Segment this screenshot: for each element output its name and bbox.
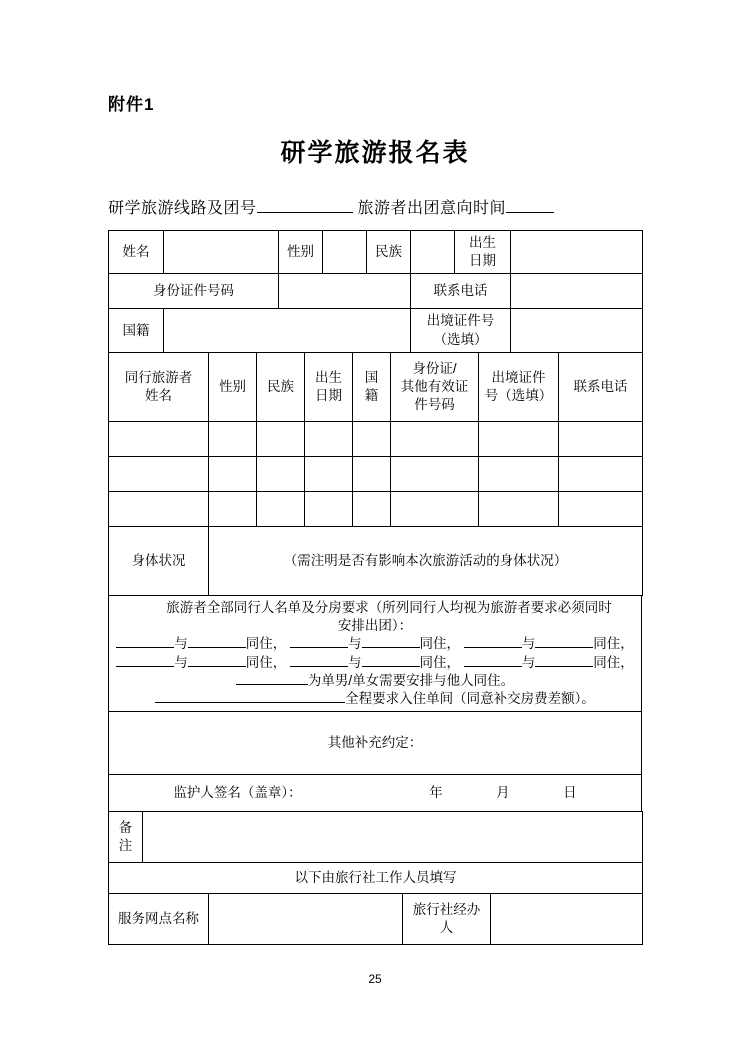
nationality-label: 国籍 xyxy=(109,309,164,352)
companion-id-header-line3: 件号码 xyxy=(414,396,455,412)
other-agreement-row xyxy=(109,712,642,775)
birth-label-line1: 出生 xyxy=(469,235,496,250)
companion-id-header xyxy=(391,352,479,421)
nationality-value[interactable] xyxy=(164,309,411,352)
companion-name-header-line1: 同行旅游者 xyxy=(124,369,193,385)
companion-birth-header xyxy=(305,352,353,421)
companion-birth-header-line1: 出生 xyxy=(315,369,342,385)
rooming-blank[interactable] xyxy=(155,702,345,703)
companion-id-header-line1: 身份证/ xyxy=(412,360,457,376)
health-label: 身体状况 xyxy=(109,526,209,595)
ethnicity-value[interactable] xyxy=(411,231,455,274)
route-blank[interactable] xyxy=(257,212,353,213)
agency-row xyxy=(109,894,643,945)
rooming-line-1[interactable] xyxy=(113,635,637,653)
handler-value[interactable] xyxy=(491,894,643,945)
remarks-label xyxy=(109,812,143,863)
table-header-row xyxy=(109,352,643,421)
health-row xyxy=(109,526,643,595)
other-agreement-cell[interactable] xyxy=(109,712,642,775)
rooming-blank[interactable] xyxy=(464,647,522,648)
companion-nationality-cell[interactable] xyxy=(353,421,391,456)
table-row xyxy=(109,421,643,456)
rooming-intro-line1: 旅游者全部同行人名单及分房要求（所列同行人均视为旅游者要求必须同时 xyxy=(166,599,612,615)
companion-gender-cell[interactable] xyxy=(209,421,257,456)
phone-label: 联系电话 xyxy=(411,274,511,309)
handler-label-line1: 旅行社经办 xyxy=(412,901,481,917)
remarks-value[interactable] xyxy=(143,812,643,863)
companion-nationality-header-line1: 国 xyxy=(364,369,379,385)
id-label: 身份证件号码 xyxy=(109,274,279,309)
agency-table xyxy=(108,862,643,945)
companion-id-header-line2: 其他有效证 xyxy=(400,378,469,394)
attachment-label: 附件1 xyxy=(108,95,155,114)
phone-value[interactable] xyxy=(511,274,643,309)
companion-id-cell[interactable] xyxy=(391,491,479,526)
page-number: 25 xyxy=(368,972,382,986)
rooming-blank[interactable] xyxy=(464,666,522,667)
rooming-blank[interactable] xyxy=(116,666,174,667)
companion-exit-cell[interactable] xyxy=(479,421,559,456)
guardian-day: 日 xyxy=(563,785,577,801)
rooming-with-3: 与 xyxy=(521,636,536,652)
companion-birth-cell[interactable] xyxy=(305,491,353,526)
id-value[interactable] xyxy=(279,274,411,309)
rooming-with-6: 与 xyxy=(521,654,536,670)
rooming-blank[interactable] xyxy=(290,666,348,667)
rooming-row xyxy=(109,595,642,711)
companion-gender-header: 性别 xyxy=(209,352,257,421)
companion-exit-header-line1: 出境证件 xyxy=(491,369,546,385)
gender-label: 性别 xyxy=(279,231,323,274)
rooming-same-room-4: 同住， xyxy=(245,654,287,670)
handler-label xyxy=(403,894,491,945)
rooming-line-2[interactable] xyxy=(113,654,637,672)
companion-exit-cell[interactable] xyxy=(479,491,559,526)
guardian-year: 年 xyxy=(429,785,443,801)
name-value[interactable] xyxy=(164,231,279,274)
companion-phone-cell[interactable] xyxy=(559,456,643,491)
rooming-table xyxy=(108,595,642,812)
companion-name-cell[interactable] xyxy=(109,456,209,491)
companions-table xyxy=(108,352,643,596)
companion-nationality-cell[interactable] xyxy=(353,491,391,526)
rooming-blank[interactable] xyxy=(116,647,174,648)
companion-name-cell[interactable] xyxy=(109,491,209,526)
rooming-blank[interactable] xyxy=(188,666,246,667)
birth-value[interactable] xyxy=(511,231,643,274)
companion-exit-header-line2: 号（选填） xyxy=(484,387,553,403)
companion-nationality-cell[interactable] xyxy=(353,456,391,491)
exit-doc-value[interactable] xyxy=(511,309,643,352)
companion-gender-cell[interactable] xyxy=(209,491,257,526)
companion-phone-cell[interactable] xyxy=(559,421,643,456)
applicant-table xyxy=(108,230,643,353)
table-row xyxy=(109,274,643,309)
handler-label-line2: 人 xyxy=(439,920,454,936)
route-line xyxy=(108,195,642,218)
companion-exit-cell[interactable] xyxy=(479,456,559,491)
route-label: 研学旅游线路及团号 xyxy=(108,200,257,217)
rooming-blank[interactable] xyxy=(535,647,593,648)
birth-label-line2: 日期 xyxy=(469,253,496,269)
rooming-single-room-note: 全程要求入住单间（同意补交房费差额）。 xyxy=(345,690,595,706)
companion-exit-header xyxy=(479,352,559,421)
guardian-row xyxy=(109,775,642,812)
table-row xyxy=(109,309,643,352)
rooming-blank[interactable] xyxy=(535,666,593,667)
departure-intent-label: 旅游者出团意向时间 xyxy=(357,200,506,217)
rooming-same-room-1: 同住， xyxy=(245,636,287,652)
remarks-label-line1: 备 xyxy=(118,819,133,835)
companion-id-cell[interactable] xyxy=(391,456,479,491)
gender-value[interactable] xyxy=(323,231,367,274)
rooming-blank[interactable] xyxy=(362,647,420,648)
rooming-with-1: 与 xyxy=(174,636,188,652)
remarks-table xyxy=(108,811,643,863)
staff-note-row xyxy=(109,863,643,894)
companion-name-header-line2: 姓名 xyxy=(145,387,172,403)
rooming-single-note: 为单男/单女需要安排与他人同住。 xyxy=(307,672,515,688)
table-row xyxy=(109,231,643,274)
ethnicity-label: 民族 xyxy=(367,231,411,274)
companion-birth-cell[interactable] xyxy=(305,456,353,491)
companion-id-cell[interactable] xyxy=(391,421,479,456)
rooming-same-room-5: 同住， xyxy=(419,654,460,670)
rooming-intro-line2: 安排出团）： xyxy=(337,618,413,634)
rooming-blank[interactable] xyxy=(188,647,246,648)
companion-name-cell[interactable] xyxy=(109,421,209,456)
rooming-blank[interactable] xyxy=(236,684,308,685)
rooming-with-5: 与 xyxy=(348,654,362,670)
remarks-label-line2: 注 xyxy=(118,838,133,854)
rooming-with-4: 与 xyxy=(174,654,188,670)
guardian-label: 监护人签名（盖章）： xyxy=(173,785,302,801)
rooming-line-3[interactable] xyxy=(113,672,637,690)
companion-gender-cell[interactable] xyxy=(209,456,257,491)
companion-birth-header-line2: 日期 xyxy=(315,387,342,403)
page-title: 研学旅游报名表 xyxy=(280,139,470,167)
guardian-signature-cell[interactable] xyxy=(109,775,642,812)
rooming-same-room-6: 同住， xyxy=(593,654,634,670)
rooming-blank[interactable] xyxy=(290,647,348,648)
companion-phone-header: 联系电话 xyxy=(559,352,643,421)
companion-name-header xyxy=(109,352,209,421)
branch-name-value[interactable] xyxy=(209,894,403,945)
rooming-same-room-2: 同住， xyxy=(419,636,460,652)
companion-birth-cell[interactable] xyxy=(305,421,353,456)
rooming-line-4[interactable] xyxy=(113,690,637,708)
companion-nationality-header xyxy=(353,352,391,421)
remarks-row xyxy=(109,812,643,863)
rooming-cell[interactable] xyxy=(109,595,642,711)
companion-nationality-header-line2: 籍 xyxy=(364,387,379,403)
exit-doc-label: 出境证件号（选填） xyxy=(411,309,511,352)
birth-label xyxy=(455,231,511,274)
name-label: 姓名 xyxy=(109,231,164,274)
rooming-blank[interactable] xyxy=(362,666,420,667)
companion-phone-cell[interactable] xyxy=(559,491,643,526)
table-row xyxy=(109,491,643,526)
health-note[interactable]: （需注明是否有影响本次旅游活动的身体状况） xyxy=(209,526,643,595)
branch-name-label: 服务网点名称 xyxy=(109,894,209,945)
rooming-with-2: 与 xyxy=(348,636,362,652)
rooming-same-room-3: 同住， xyxy=(593,636,634,652)
departure-intent-blank[interactable] xyxy=(506,212,554,213)
companion-ethnicity-cell[interactable] xyxy=(257,456,305,491)
companion-ethnicity-cell[interactable] xyxy=(257,421,305,456)
staff-fill-note: 以下由旅行社工作人员填写 xyxy=(109,863,643,894)
companion-ethnicity-cell[interactable] xyxy=(257,491,305,526)
table-row xyxy=(109,456,643,491)
guardian-month: 月 xyxy=(496,785,510,801)
other-agreement-label: 其他补充约定： xyxy=(327,735,423,751)
document-content xyxy=(108,90,642,945)
companion-ethnicity-header: 民族 xyxy=(257,352,305,421)
